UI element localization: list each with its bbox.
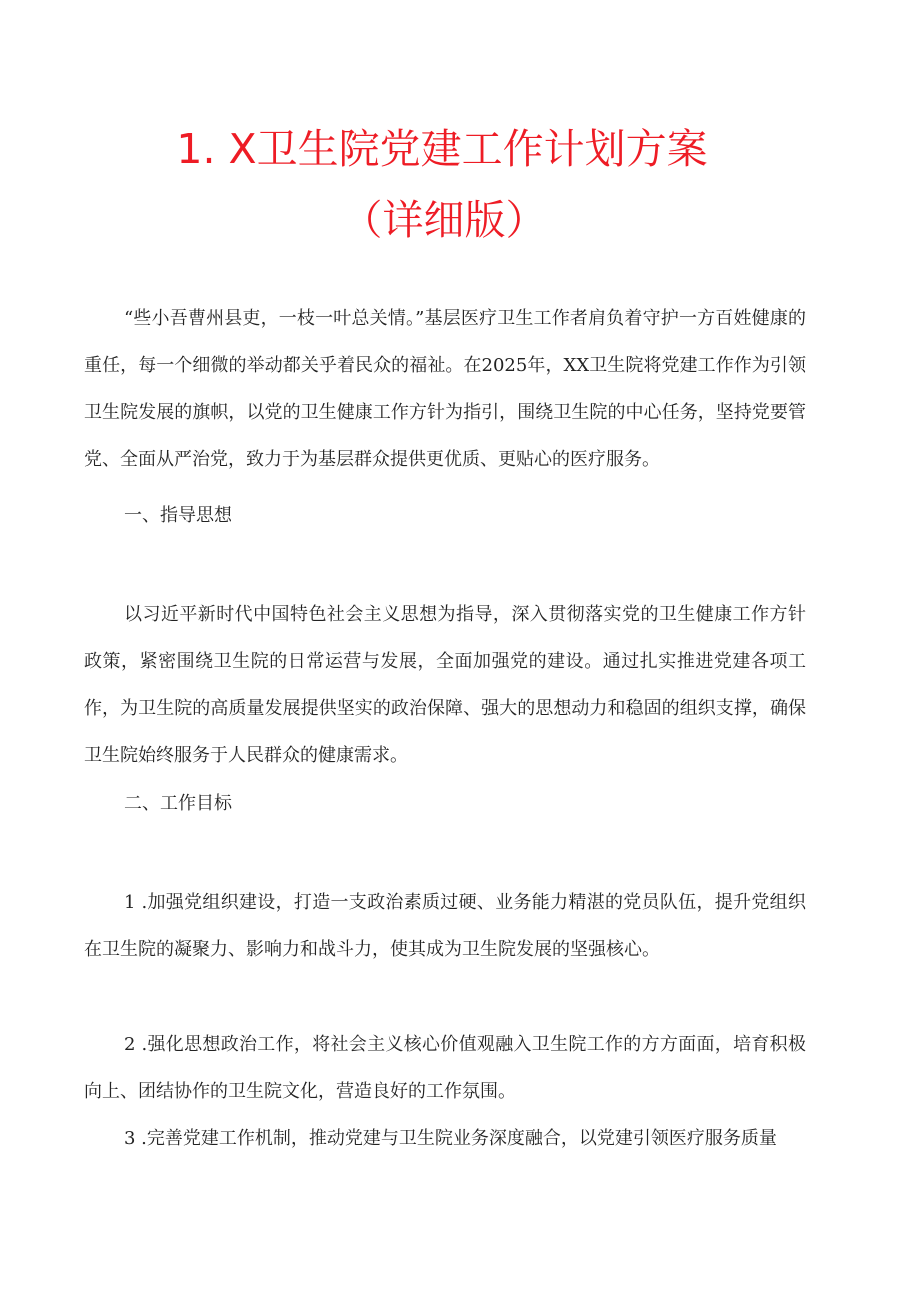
document-subtitle: （详细版）	[341, 196, 547, 244]
section-heading-guiding-ideology: 一、指导思想	[124, 505, 232, 526]
intro-paragraph: “些小吾曹州县吏，一枝一叶总关情。”基层医疗卫生工作者肩负着守护一方百姓健康的重任，每一个细微的举动都关乎着民众的福祉。在2025年，XX卫生院将党建工作作为引领卫生院发展的旗帜，以党的卫生健康工作方针为指引，围绕卫生院的中心任务，坚持党要管党、全面从严治党，致力于为基层群众提供更优质、更贴心的医疗服务。	[84, 308, 806, 470]
guiding-ideology-paragraph: 以习近平新时代中国特色社会主义思想为指导，深入贯彻落实党的卫生健康工作方针政策，紧密围绕卫生院的日常运营与发展，全面加强党的建设。通过扎实推进党建各项工作，为卫生院的高质量发展提供坚实的政治保障、强大的思想动力和稳固的组织支撑，确保卫生院始终服务于人民群众的健康需求。	[84, 604, 806, 766]
goal-item-1: 1 .加强党组织建设，打造一支政治素质过硬、业务能力精湛的党员队伍，提升党组织在卫生院的凝聚力、影响力和战斗力，使其成为卫生院发展的坚强核心。	[84, 892, 806, 960]
goal-item-3: 3 .完善党建工作机制，推动党建与卫生院业务深度融合，以党建引领医疗服务质量	[124, 1128, 777, 1149]
section-heading-work-goals: 二、工作目标	[124, 793, 232, 814]
document-title: 1. X卫生院党建工作计划方案	[176, 125, 708, 173]
goal-item-2: 2 .强化思想政治工作，将社会主义核心价值观融入卫生院工作的方方面面，培育积极向上、团结协作的卫生院文化，营造良好的工作氛围。	[84, 1034, 806, 1102]
